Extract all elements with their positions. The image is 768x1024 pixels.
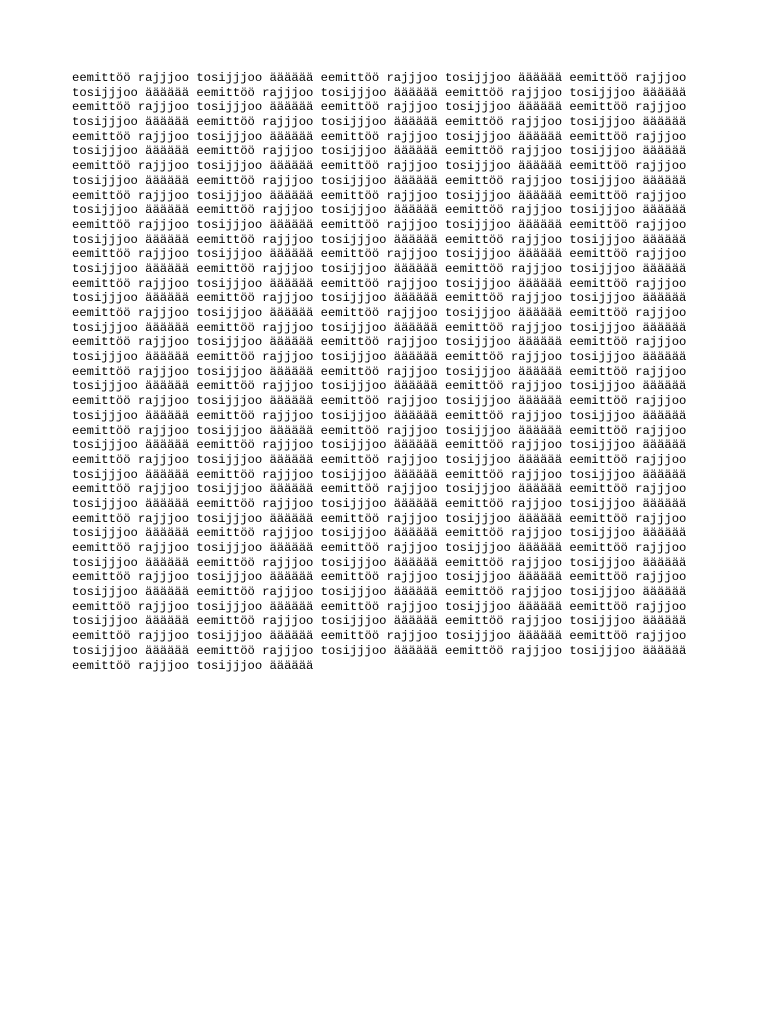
text-line: tosijjjoo ääääää eemittöö rajjjoo tosijjjoo ääääää eemittöö rajjjoo tosijjjoo ääääää xyxy=(72,467,687,482)
text-line: tosijjjoo ääääää eemittöö rajjjoo tosijjjoo ääääää eemittöö rajjjoo tosijjjoo ääääää xyxy=(72,379,687,394)
text-line: eemittöö rajjjoo tosijjjoo ääääää eemittöö rajjjoo tosijjjoo ääääää eemittöö rajjjoo xyxy=(72,570,687,585)
text-line: tosijjjoo ääääää eemittöö rajjjoo tosijjjoo ääääää eemittöö rajjjoo tosijjjoo ääääää xyxy=(72,144,687,159)
text-line: tosijjjoo ääääää eemittöö rajjjoo tosijjjoo ääääää eemittöö rajjjoo tosijjjoo ääääää xyxy=(72,115,687,130)
text-line: tosijjjoo ääääää eemittöö rajjjoo tosijjjoo ääääää eemittöö rajjjoo tosijjjoo ääääää xyxy=(72,555,687,570)
text-line: eemittöö rajjjoo tosijjjoo ääääää eemittöö rajjjoo tosijjjoo ääääää eemittöö rajjjoo xyxy=(72,423,687,438)
text-line: eemittöö rajjjoo tosijjjoo ääääää eemittöö rajjjoo tosijjjoo ääääää eemittöö rajjjoo xyxy=(72,188,687,203)
text-line: eemittöö rajjjoo tosijjjoo ääääää eemittöö rajjjoo tosijjjoo ääääää eemittöö rajjjoo xyxy=(72,364,687,379)
text-line: tosijjjoo ääääää eemittöö rajjjoo tosijjjoo ääääää eemittöö rajjjoo tosijjjoo ääääää xyxy=(72,614,687,629)
text-line: tosijjjoo ääääää eemittöö rajjjoo tosijjjoo ääääää eemittöö rajjjoo tosijjjoo ääääää xyxy=(72,291,687,306)
text-line: eemittöö rajjjoo tosijjjoo ääääää eemittöö rajjjoo tosijjjoo ääääää eemittöö rajjjoo xyxy=(72,335,687,350)
text-line: tosijjjoo ääääää eemittöö rajjjoo tosijjjoo ääääää eemittöö rajjjoo tosijjjoo ääääää xyxy=(72,585,687,600)
text-line: eemittöö rajjjoo tosijjjoo ääääää eemittöö rajjjoo tosijjjoo ääääää eemittöö rajjjoo xyxy=(72,276,687,291)
text-line: eemittöö rajjjoo tosijjjoo ääääää eemittöö rajjjoo tosijjjoo ääääää eemittöö rajjjoo xyxy=(72,541,687,555)
text-line: eemittöö rajjjoo tosijjjoo ääääää eemittöö rajjjoo tosijjjoo ääääää eemittöö rajjjoo xyxy=(72,247,687,262)
text-line: eemittöö rajjjoo tosijjjoo ääääää eemittöö rajjjoo tosijjjoo ääääää eemittöö rajjjoo xyxy=(72,71,687,85)
text-line: eemittöö rajjjoo tosijjjoo ääääää eemittöö rajjjoo tosijjjoo ääääää eemittöö rajjjoo xyxy=(72,482,687,497)
text-line: eemittöö rajjjoo tosijjjoo ääääää eemittöö rajjjoo tosijjjoo ääääää eemittöö rajjjoo xyxy=(72,629,687,644)
text-line: tosijjjoo ääääää eemittöö rajjjoo tosijjjoo ääääää eemittöö rajjjoo tosijjjoo ääääää xyxy=(72,320,687,335)
text-line: tosijjjoo ääääää eemittöö rajjjoo tosijjjoo ääääää eemittöö rajjjoo tosijjjoo ääääää xyxy=(72,438,687,453)
body-text xyxy=(72,71,712,673)
text-line: eemittöö rajjjoo tosijjjoo ääääää eemittöö rajjjoo tosijjjoo ääääää eemittöö rajjjoo xyxy=(72,452,687,467)
text-line: tosijjjoo ääääää eemittöö rajjjoo tosijjjoo ääääää eemittöö rajjjoo tosijjjoo ääääää xyxy=(72,173,687,188)
text-line: tosijjjoo ääääää eemittöö rajjjoo tosijjjoo ääääää eemittöö rajjjoo tosijjjoo ääääää xyxy=(72,232,687,247)
text-line: eemittöö rajjjoo tosijjjoo ääääää eemittöö rajjjoo tosijjjoo ääääää eemittöö rajjjoo xyxy=(72,599,687,614)
text-line: tosijjjoo ääääää eemittöö rajjjoo tosijjjoo ääääää eemittöö rajjjoo tosijjjoo ääääää xyxy=(72,643,687,658)
text-line: eemittöö rajjjoo tosijjjoo ääääää eemittöö rajjjoo tosijjjoo ääääää eemittöö rajjjoo xyxy=(72,100,687,115)
text-line: tosijjjoo ääääää eemittöö rajjjoo tosijjjoo ääääää eemittöö rajjjoo tosijjjoo ääääää xyxy=(72,496,687,511)
text-line: eemittöö rajjjoo tosijjjoo ääääää eemittöö rajjjoo tosijjjoo ääääää eemittöö rajjjoo xyxy=(72,511,687,526)
text-line: tosijjjoo ääääää eemittöö rajjjoo tosijjjoo ääääää eemittöö rajjjoo tosijjjoo ääääää xyxy=(72,203,687,218)
text-line: eemittöö rajjjoo tosijjjoo ääääää eemittöö rajjjoo tosijjjoo ääääää eemittöö rajjjoo xyxy=(72,159,687,174)
text-line: tosijjjoo ääääää eemittöö rajjjoo tosijjjoo ääääää eemittöö rajjjoo tosijjjoo ääääää xyxy=(72,408,687,423)
text-line: eemittöö rajjjoo tosijjjoo ääääää eemittöö rajjjoo tosijjjoo ääääää eemittöö rajjjoo xyxy=(72,217,687,232)
text-line: eemittöö rajjjoo tosijjjoo ääääää xyxy=(72,658,314,673)
text-line: eemittöö rajjjoo tosijjjoo ääääää eemittöö rajjjoo tosijjjoo ääääää eemittöö rajjjoo xyxy=(72,394,687,409)
text-line: eemittöö rajjjoo tosijjjoo ääääää eemittöö rajjjoo tosijjjoo ääääää eemittöö rajjjoo xyxy=(72,306,687,320)
text-line: tosijjjoo ääääää eemittöö rajjjoo tosijjjoo ääääää eemittöö rajjjoo tosijjjoo ääääää xyxy=(72,85,687,100)
text-line: tosijjjoo ääääää eemittöö rajjjoo tosijjjoo ääääää eemittöö rajjjoo tosijjjoo ääääää xyxy=(72,261,687,276)
text-line: tosijjjoo ääääää eemittöö rajjjoo tosijjjoo ääääää eemittöö rajjjoo tosijjjoo ääääää xyxy=(72,350,687,365)
text-line: tosijjjoo ääääää eemittöö rajjjoo tosijjjoo ääääää eemittöö rajjjoo tosijjjoo ääääää xyxy=(72,526,687,541)
text-line: eemittöö rajjjoo tosijjjoo ääääää eemittöö rajjjoo tosijjjoo ääääää eemittöö rajjjoo xyxy=(72,129,687,144)
